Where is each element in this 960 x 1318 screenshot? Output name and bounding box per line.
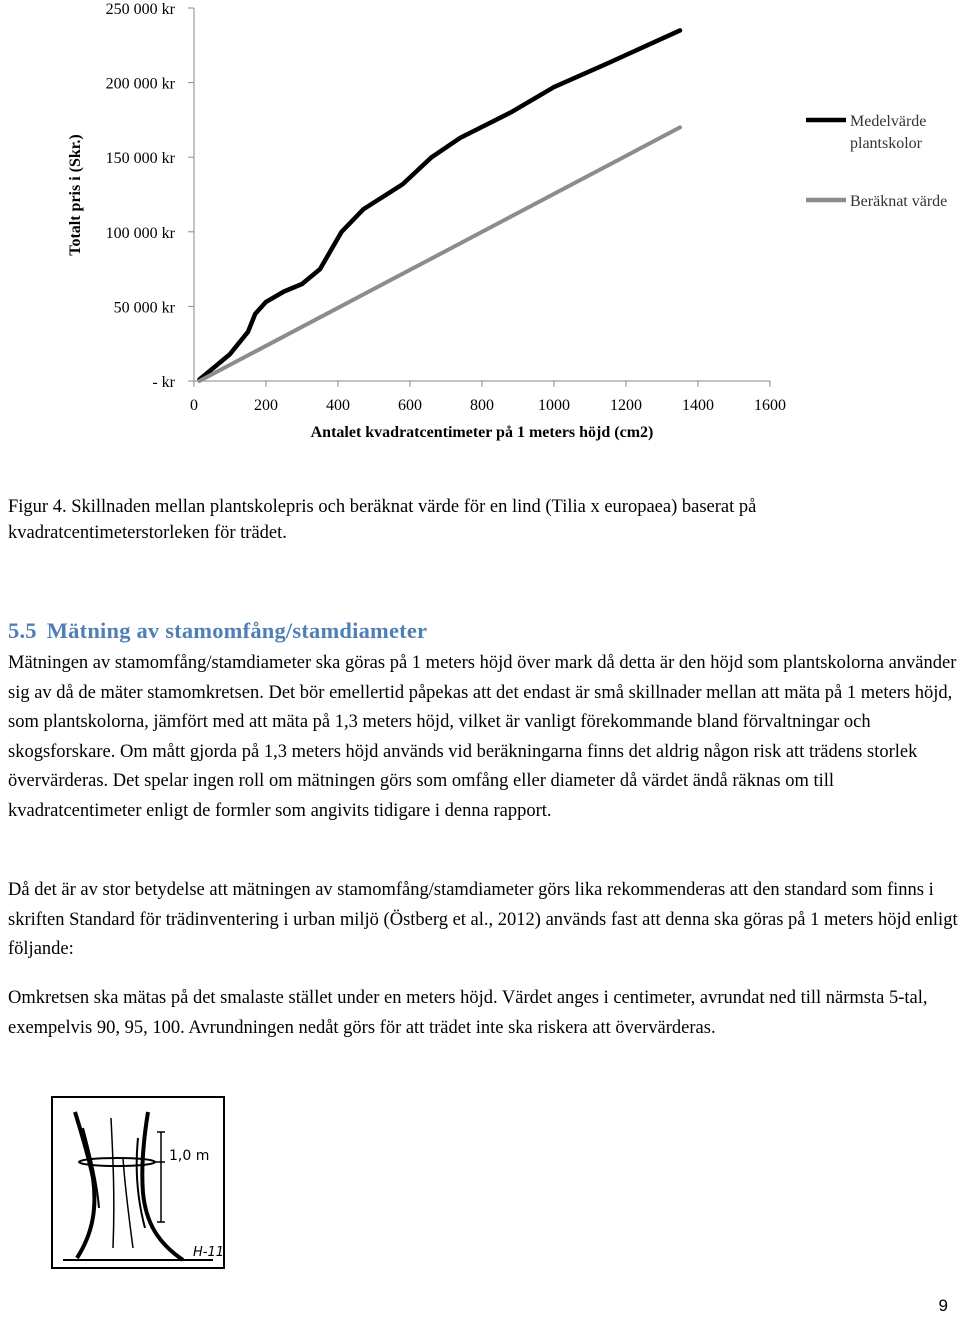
- paragraph-1: Mätningen av stamomfång/stamdiameter ska göras på 1 meters höjd över mark då detta är den höjd som plantskolorna använder sig av då de mäter stamomkretsen. Det bör emellertid påpekas att det endast är små skillnader mellan att mäta på 1 meters höjd, som plantskolorna, jämfört med att mäta på 1,3 meters höjd, vilket är vanligt förekommande bland förvaltningar och skogsforskare. Om mått gjorda på 1,3 meters höjd används vid beräkningarna finns det aldrig någon risk att trädens storlek övervärderas. Det spelar ingen roll om mätningen görs som omfång eller diameter då värdet ändå räknas om till kvadratcentimeter enligt de formler som angivits tidigare i denna rapport.: [8, 653, 957, 821]
- x-axis: [190, 381, 786, 414]
- y-tick-label: 100 000 kr: [105, 224, 175, 242]
- y-tick-label: 150 000 kr: [105, 150, 175, 168]
- x-tick-label: 400: [326, 397, 350, 414]
- tree-measure-figure: [51, 1096, 225, 1269]
- paragraph-3: Omkretsen ska mätas på det smalaste stället under en meters höjd. Värdet anges i centimeter, avrundat ned till närmsta 5-tal, exempelvis 90, 95, 100. Avrundningen nedåt görs för att trädet inte ska riskera att övervärderas.: [8, 988, 928, 1038]
- tree-trunk-drawing: [53, 1098, 223, 1267]
- x-tick-label: 1400: [682, 397, 714, 414]
- y-tick-label: 200 000 kr: [105, 75, 175, 93]
- x-tick-label: 200: [254, 397, 278, 414]
- paragraph-2: Då det är av stor betydelse att mätningen av stamomfång/stamdiameter görs lika rekommenderas att den standard som finns i skriften Standard för trädinventering i urban miljö (Östberg et al., 2012) används fast att denna ska göras på 1 meters höjd enligt följande:: [8, 880, 958, 960]
- page-number: 9: [938, 1296, 948, 1315]
- section-title: Mätning av stamomfång/stamdiameter: [46, 618, 428, 643]
- price-chart: [0, 0, 960, 450]
- section-number: 5.5: [8, 618, 37, 643]
- x-tick-label: 1600: [754, 397, 786, 414]
- x-tick-label: 600: [398, 397, 422, 414]
- y-tick-label: 50 000 kr: [113, 299, 175, 317]
- x-tick-label: 1000: [538, 397, 570, 414]
- y-axis: [106, 1, 194, 391]
- legend-label: Medelvärde plantskolor: [850, 113, 927, 152]
- legend-label: Beräknat värde: [850, 193, 948, 210]
- series-line-beraknat-varde: [199, 127, 680, 381]
- x-tick-label: 1200: [610, 397, 642, 414]
- artist-signature: H-11: [193, 1245, 223, 1260]
- figure-caption: Figur 4. Skillnaden mellan plantskolepris och beräknat värde för en lind (Tilia x europaea) baserat på kvadratcentimeterstorleken för trädet.: [8, 497, 757, 543]
- y-tick-label: - kr: [152, 374, 175, 391]
- x-axis-title: Antalet kvadratcentimeter på 1 meters höjd (cm2): [310, 424, 654, 441]
- x-tick-label: 800: [470, 397, 494, 414]
- section-heading: [8, 618, 427, 644]
- x-tick-label: 0: [190, 397, 198, 414]
- chart-series: [199, 30, 680, 381]
- chart-legend: [806, 113, 947, 210]
- series-line-medelvarde: [199, 30, 680, 379]
- measure-height-label: 1,0 m: [169, 1148, 210, 1164]
- y-axis-title: Totalt pris i (Skr.): [67, 134, 84, 256]
- y-tick-label: 250 000 kr: [105, 1, 175, 18]
